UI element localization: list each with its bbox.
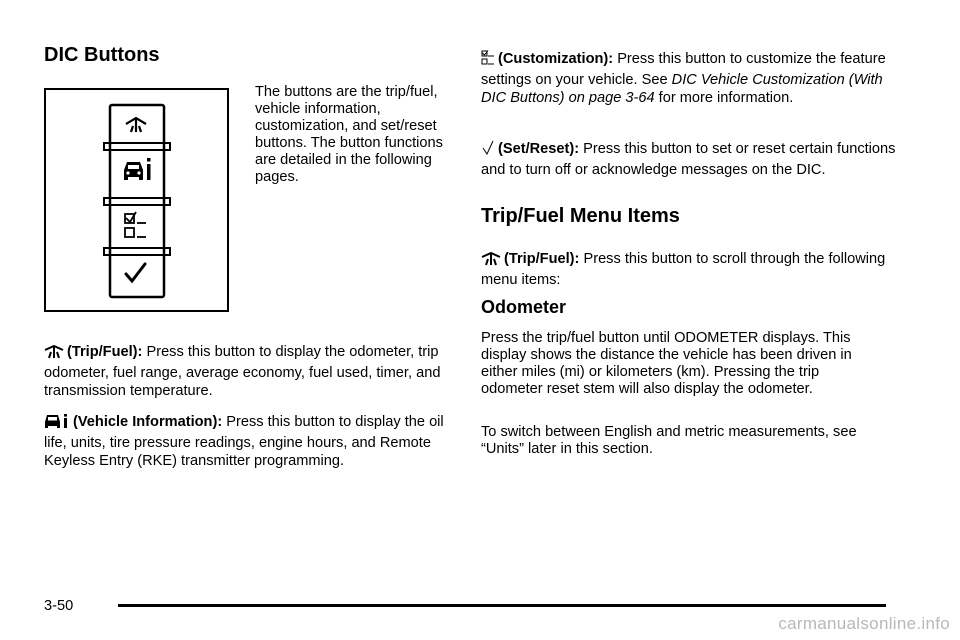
set-reset-icon: [481, 140, 495, 161]
trip-fuel-description: [44, 343, 454, 400]
dic-buttons-figure: [44, 88, 229, 312]
vehicle-information-label: (Vehicle Information):: [73, 414, 223, 430]
separator-bars: [104, 143, 170, 255]
intro-paragraph: The buttons are the trip/fuel, vehicle information, customization, and set/reset buttons. The button functions are detailed in the following pages.: [255, 84, 443, 185]
set-reset-icon: [126, 264, 145, 281]
odometer-paragraph-2: To switch between English and metric measurements, see “Units” later in this section.: [481, 424, 857, 457]
vehicle-information-icon: [44, 413, 70, 434]
watermark: carmanualsonline.info: [778, 614, 950, 633]
vehicle-information-description: [44, 413, 454, 470]
customization-cross-reference: DIC Vehicle Customization (With DIC Buttons) on page 3-64: [481, 72, 883, 106]
trip-fuel-menu-heading: Trip/Fuel Menu Items: [481, 205, 680, 227]
footer-rule: [118, 604, 886, 607]
customization-icon: [125, 212, 146, 237]
dic-buttons-illustration: [46, 90, 227, 310]
customization-text: Press this button to customize the feature settings on your vehicle. See: [481, 51, 886, 88]
menu-trip-fuel-label: (Trip/Fuel):: [504, 251, 580, 267]
trip-fuel-icon: [44, 345, 64, 364]
vehicle-information-text: Press this button to display the oil life, units, tire pressure readings, engine hours, and Remote Keyless Entry (RKE) transmitter programming.: [44, 414, 444, 469]
customization-description: [481, 50, 901, 107]
trip-fuel-text: Press this button to display the odometer, trip odometer, fuel range, average economy, fuel used, timer, and transmission temperature.: [44, 344, 441, 399]
trip-fuel-label: (Trip/Fuel):: [67, 344, 143, 360]
set-reset-description: [481, 140, 901, 179]
trip-fuel-icon: [481, 252, 501, 271]
customization-text-after: for more information.: [658, 90, 794, 106]
set-reset-label: (Set/Reset):: [498, 141, 580, 157]
vehicle-information-icon: [124, 158, 151, 180]
page-number: 3-50: [44, 598, 74, 614]
trip-fuel-icon: [126, 118, 146, 132]
menu-trip-fuel-text: Press this button to scroll through the following menu items:: [481, 251, 886, 288]
set-reset-text: Press this button to set or reset certain functions and to turn off or acknowledge messages on the DIC.: [481, 141, 896, 178]
odometer-heading: Odometer: [481, 297, 567, 317]
menu-trip-fuel-description: [481, 250, 901, 289]
customization-icon: [481, 50, 495, 71]
section-heading-dic-buttons: DIC Buttons: [44, 44, 160, 66]
customization-label: (Customization):: [498, 51, 614, 67]
odometer-paragraph-1: Press the trip/fuel button until ODOMETER displays. This display shows the distance the vehicle has been driven in either miles (mi) or kilometers (km). Pressing the trip odometer reset stem will also display the odometer.: [481, 330, 852, 397]
